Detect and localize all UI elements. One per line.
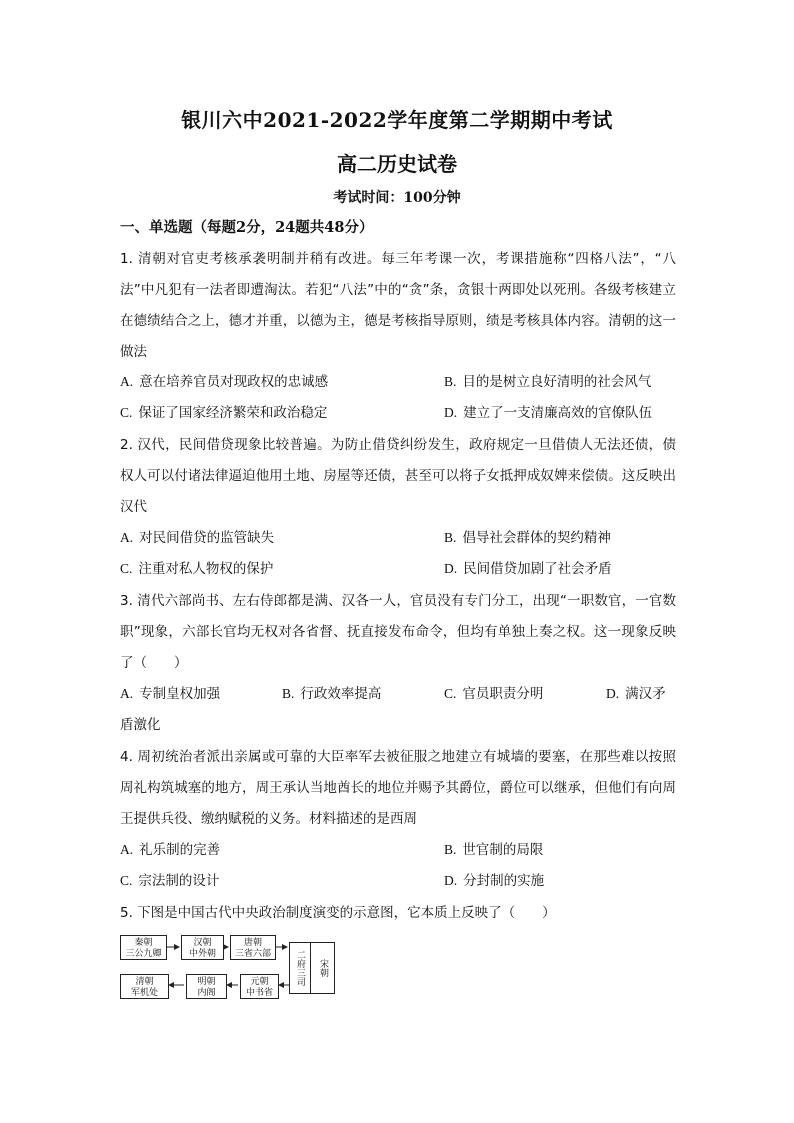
option-label: B. [444,842,457,857]
question-1-option-a [120,372,328,392]
question-2-option-c [120,559,273,579]
box-yuan-dynasty: 元朝 [250,977,269,987]
question-1-option-b [444,372,651,392]
box-song-system: 二府三司 [290,943,311,993]
option-label: C. [444,686,457,701]
box-ming-dynasty: 明朝 [197,977,216,987]
question-5-stem: 5. 下图是中国古代中央政治制度演变的示意图，它本质上反映了（ ） [120,905,556,921]
option-text: 民间借贷加剧了社会矛盾 [463,561,612,577]
question-1-option-c [120,403,327,423]
box-yuan-system: 中书省 [245,988,273,998]
option-text: 世官制的局限 [462,842,544,858]
box-yuan [240,974,279,999]
option-text: 注重对私人物权的保护 [138,561,274,577]
box-han-system: 中外朝 [188,949,216,959]
question-4-stem: 4. 周初统治者派出亲属或可靠的大臣率军去被征服之地建立有城墙的要塞，在那些难以按照周礼构筑城塞的地方，周王承认当地酋长的地位并赐予其爵位，爵位可以继承，但他们有向周王提供兵役、缴纳赋税的义务。材料描述的是西周 [120,749,676,827]
option-text: 目的是树立良好清明的社会风气 [462,374,652,390]
option-text: 倡导社会群体的契约精神 [462,530,611,546]
option-text: 意在培养官员对现政权的忠诚感 [139,374,329,390]
box-qin-dynasty: 秦朝 [134,938,153,948]
question-2-stem: 2. 汉代，民间借贷现象比较普遍。为防止借贷纠纷发生，政府规定一旦借债人无法还债，债权人可以付诸法律逼迫他用土地、房屋等还债，甚至可以将子女抵押成奴婢来偿债。这反映出汉代 [120,437,676,515]
question-2-option-d [444,559,612,579]
exam-subtitle: 高二历史试卷 [337,152,457,176]
box-qing-dynasty: 清朝 [135,977,154,987]
option-text: 对民间借贷的监管缺失 [139,530,275,546]
option-label: B. [444,530,457,545]
option-label: C. [120,873,133,888]
question-3-option-c [444,684,543,704]
option-text: 行政效率提高 [300,686,382,702]
option-label: C. [120,405,133,420]
option-label: A. [120,530,134,545]
question-4-option-c [120,871,219,891]
option-text: 分封制的实施 [463,873,545,889]
section-title: 一、单选题（每题2分，24题共48分） [120,219,374,236]
box-han-dynasty: 汉朝 [193,938,212,948]
box-han [181,935,224,960]
question-1-stem: 1. 清朝对官吏考核承袭明制并稍有改进。每三年考课一次，考课措施称“四格八法”，“八法”中凡犯有一法者即遭淘汰。若犯“八法”中的“贪”条，贪银十两即处以死刑。各级考核建立在德绩结合之上，德才并重，以德为主，德是考核指导原则，绩是考核具体内容。清朝的这一做法 [120,251,676,360]
question-1-option-d [444,403,652,423]
option-text: 官员职责分明 [462,686,544,702]
box-qin-system: 三公九卿 [125,949,162,959]
question-4-option-d [444,871,544,891]
option-label: B. [282,686,295,701]
option-label: A. [120,686,134,701]
option-text: 礼乐制的完善 [139,842,221,858]
box-qing-system: 军机处 [130,988,158,998]
option-text: 保证了国家经济繁荣和政治稳定 [138,405,328,421]
box-tang-system: 三省六部 [234,949,271,959]
option-label: B. [444,374,457,389]
political-system-diagram [118,934,338,1006]
box-ming-system: 内阁 [197,988,216,998]
question-3-option-a [120,684,220,704]
option-label: D. [606,686,620,701]
option-label: D. [444,561,458,576]
question-4-option-a [120,840,220,860]
option-label: D. [444,405,458,420]
box-ming [186,974,227,999]
option-label: A. [120,842,134,857]
option-label: C. [120,561,133,576]
question-3-option-b [282,684,381,704]
option-text: 专制皇权加强 [139,686,221,702]
option-text: 宗法制的设计 [138,873,220,889]
box-tang-dynasty: 唐朝 [243,938,262,948]
question-2-option-a [120,528,274,548]
question-3-stem: 3. 清代六部尚书、左右侍郎都是满、汉各一人，官员没有专门分工，出现“一职数官，一官数职”现象，六部长官均无权对各省督、抚直接发布命令，但均有单独上奏之权。这一现象反映了（ ） [120,593,676,671]
option-label: A. [120,374,134,389]
box-song [289,942,335,994]
exam-title: 银川六中2021-2022学年度第二学期期中考试 [181,108,613,132]
box-tang [230,935,276,960]
option-text: 建立了一支清廉高效的官僚队伍 [463,405,653,421]
question-4-option-b [444,840,543,860]
box-song-dynasty: 宋朝 [318,959,328,977]
box-qin [120,935,167,960]
question-3-option-d [606,684,666,704]
question-2-option-b [444,528,611,548]
option-text: 满汉矛 [625,686,666,702]
question-3-option-d-continued: 盾激化 [120,717,161,733]
box-qing [120,974,169,999]
exam-time: 考试时间：100分钟 [333,190,461,206]
option-label: D. [444,873,458,888]
